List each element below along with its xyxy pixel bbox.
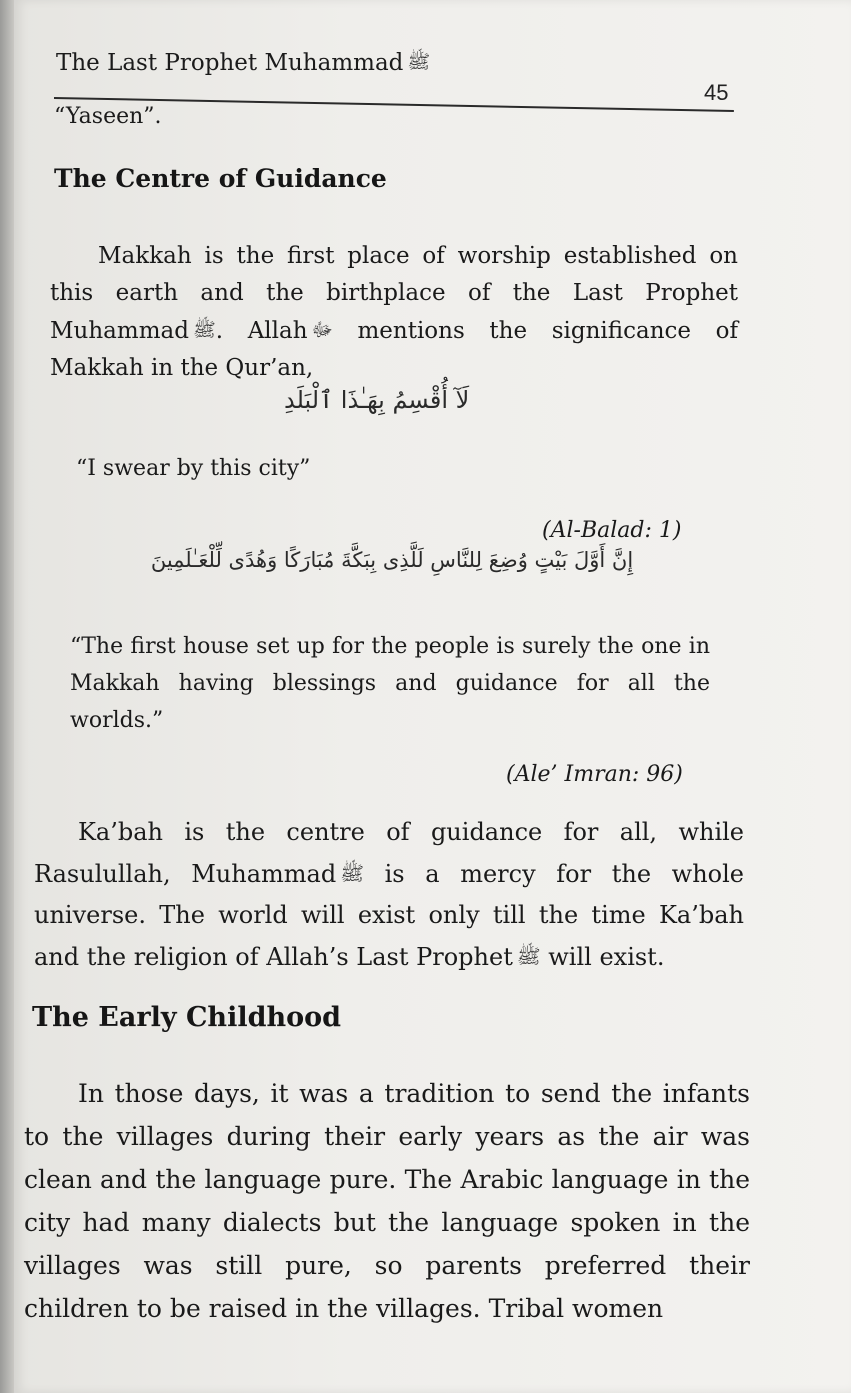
running-head-title: The Last Prophet Muhammad <box>56 50 404 76</box>
verse-arabic-ale-imran: إِنَّ أَوَّلَ بَيْتٍ وُضِعَ لِلنَّاسِ لَلَّذِى بِبَكَّةَ مُبَارَكًا وَهُدًى لِّلْعَـٰلَمِينَ <box>150 548 634 572</box>
page-gutter-edge <box>0 0 14 1393</box>
salutation-glyph: ﷺ <box>516 944 541 968</box>
verse-translation-ale-imran: “The first house set up for the people is surely the one in Makkah having blessings and guidance for all the worlds.” <box>70 634 710 733</box>
paragraph-text: . Allah <box>215 317 308 344</box>
paragraph-kabah <box>34 812 744 978</box>
paragraph-text: mentions the significance of Makkah in the Qur’an, <box>50 317 738 381</box>
paragraph-text: Ka’bah is the centre of guidance for all, while Rasulullah, Muhammad <box>34 818 744 888</box>
page-number: 45 <box>704 80 729 105</box>
salutation-glyph: ﷺ <box>192 319 216 341</box>
verse-reference-ale-imran: (Ale’ Imran: 96) <box>506 762 683 787</box>
verse-arabic-al-balad: لَآ أُقْسِمُ بِهَـٰذَا ٱلْبَلَدِ <box>284 386 470 414</box>
book-page <box>14 0 851 1393</box>
paragraph-text: is a mercy for the whole universe. The world will exist only till the time Ka’bah and the religion of Allah’s Last Prophet <box>34 859 744 971</box>
verse-reference-al-balad: (Al-Balad: 1) <box>542 518 682 543</box>
verse-translation-al-balad: “I swear by this city” <box>76 456 311 481</box>
running-head <box>56 50 430 78</box>
salutation-glyph: ﷺ <box>340 862 364 885</box>
paragraph-makkah <box>50 238 738 387</box>
paragraph-infants <box>24 1072 750 1330</box>
section-heading-early-childhood: The Early Childhood <box>32 1002 341 1033</box>
allah-glyph: ﷻ <box>311 319 333 341</box>
paragraph-text: will exist. <box>540 942 665 971</box>
section-heading-centre-of-guidance: The Centre of Guidance <box>54 164 387 193</box>
paragraph-text: In those days, it was a tradition to send the infants to the villages during their early years as the air was clean and the language pure. The Arabic language in the city had many dialects but the language spoken in the villages was still pure, so parents preferred their children to be raised in the villages. Tribal women <box>24 1079 750 1323</box>
carryover-text: “Yaseen”. <box>54 104 162 129</box>
salutation-glyph: ﷺ <box>407 51 431 74</box>
paragraph-text: Makkah is the first place of worship established on this earth and the birthplace of the Last Prophet Muhammad <box>50 243 738 344</box>
